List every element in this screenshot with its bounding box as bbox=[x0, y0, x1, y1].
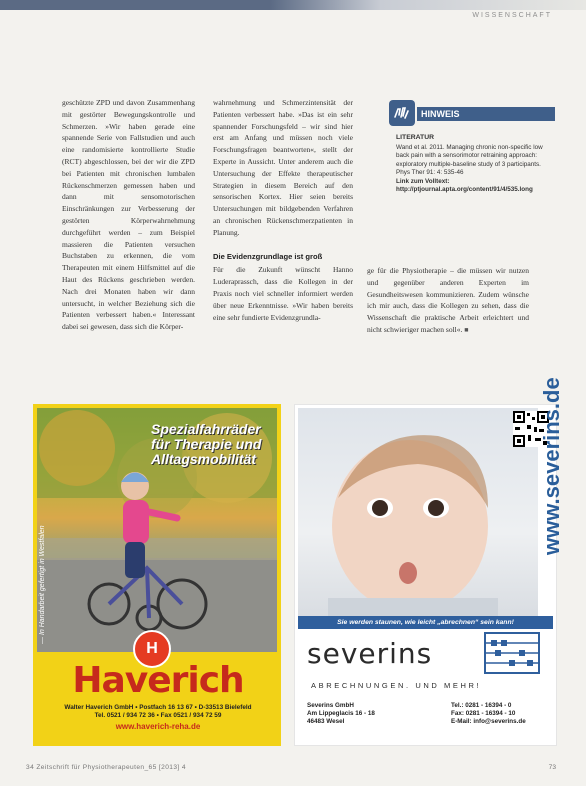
severins-vertical-url[interactable]: www.severins.de bbox=[539, 377, 564, 555]
fax-line: Fax: 0281 - 16394 - 10 bbox=[451, 710, 516, 717]
haverich-headline bbox=[151, 422, 275, 467]
phone-line: Tel.: 0281 - 16394 - 0 bbox=[451, 702, 512, 709]
end-mark: ■ bbox=[464, 325, 469, 334]
severins-advertisement[interactable] bbox=[294, 377, 564, 746]
article-paragraph: Für die Zukunft wünscht Hanno Luderaprassch, dass die Kollegen in der Praxis noch viel schneller informiert werden über neue Erkenntnisse. »Wir haben bereits eine sehr fundierte Evidenzgrundla- bbox=[213, 265, 353, 322]
page-number: 73 bbox=[548, 764, 556, 771]
article-subheading: Die Evidenzgrundlage ist groß bbox=[213, 251, 323, 261]
hinweis-title: HINWEIS bbox=[417, 107, 555, 121]
haverich-url[interactable]: www.haverich-reha.de bbox=[115, 722, 201, 731]
haverich-address bbox=[43, 704, 273, 720]
article-column-2 bbox=[213, 97, 353, 323]
address-line: Am Lippeglacis 16 - 18 bbox=[307, 710, 375, 717]
article-paragraph: geschützte ZPD und davon Zusammenhang mit gestörter Bewegungskontrolle und Schmerzen. »Wir haben gerade eine spannende Serie von Fallstudien und auch eine randomisierte kontrollierte Studie (RCT) abgeschlossen, bei der wir die ZPD bei Patienten mit chronischen lumbalen Rückenschmerzen gemessen haben und dann mit sensomotorischen Einschränkungen zur Verbesserung der gestörten Körperwahrnehmung durchgeführt werden – zum Beispiel massieren die Patienten versuchen Buchstaben zu erkennen, die vom Therapeuten mit einem Hilfsmittel auf die Haut des Rückens geschrieben werden. Nach drei Monaten haben wir dann untersucht, in welcher Beziehung sich die Patienten verbessert haben.« Interessant dabei sei gewesen, dass sich die Körper- bbox=[62, 98, 195, 332]
hands-icon bbox=[389, 100, 415, 126]
hinweis-box bbox=[389, 100, 559, 250]
literature-block bbox=[396, 134, 556, 195]
severins-slogan-banner: Sie werden staunen, wie leicht „abrechnen“ sein kann! bbox=[298, 616, 553, 629]
headline-line: Spezialfahrräder bbox=[151, 421, 261, 437]
address-line: Walter Haverich GmbH • Postfach 16 13 67 • D-33513 Bielefeld bbox=[64, 704, 252, 711]
literature-link[interactable]: Link zum Volltext: http://ptjournal.apta.org/content/91/4/535.long bbox=[396, 177, 533, 193]
headline-line: Alltagsmobilität bbox=[151, 451, 257, 467]
haverich-logo-area bbox=[37, 640, 277, 742]
footer-publication: 34 Zeitschrift für Physiotherapeuten_65 [2013] 4 bbox=[26, 764, 186, 771]
article-text: ge für die Physiotherapie – die müssen wir nutzen und gegenüber anderen Experten im Gesundheitswesen kommunizieren. Zudem wünsche ich mir auch, dass die Kollegen zu sehen, dass die Wissenschaft die praktische Arbeit erleichtert und nicht schwieriger machen soll«. bbox=[367, 266, 529, 334]
section-label: WISSENSCHAFT bbox=[472, 12, 552, 19]
severins-contact-info bbox=[451, 702, 526, 726]
haverich-vertical-tagline: — In Handarbeit gefertigt in Westfalen bbox=[39, 525, 46, 644]
severins-tagline: ABRECHNUNGEN. UND MEHR! bbox=[311, 681, 482, 690]
abacus-logo-icon bbox=[483, 631, 541, 675]
severins-address bbox=[307, 702, 375, 726]
address-line: 46483 Wesel bbox=[307, 718, 345, 725]
severins-logo-name: severins bbox=[307, 637, 433, 670]
headline-line: für Therapie und bbox=[151, 436, 262, 452]
literature-heading: LITERATUR bbox=[396, 134, 435, 141]
haverich-emblem-icon: H bbox=[133, 630, 171, 668]
haverich-advertisement[interactable] bbox=[33, 404, 281, 746]
article-column-1 bbox=[62, 97, 195, 333]
phone-line: Tel. 0521 / 934 72 36 • Fax 0521 / 934 72 59 bbox=[94, 712, 222, 719]
article-column-3 bbox=[367, 265, 529, 337]
article-paragraph: wahrnehmung und Schmerzintensität der Patienten verbessert habe. »Das ist ein sehr spannender Forschungsfeld – wir sind hier erst am Anfang und müssen noch viele Forschungsfragen beantworten«, stellt der Experte in Aussicht. Unter anderem auch die Untersuchung der Effekte therapeutischer Strategien in diesem Bereich auf den sensorischen Kortex. Hier seien bereits Untersuchungen mit bildgebenden Verfahren an chronischen Rückenschmerzpatienten in Planung. bbox=[213, 98, 353, 237]
email-line[interactable]: E-Mail: info@severins.de bbox=[451, 718, 526, 725]
haverich-logo-name: Haverich bbox=[72, 660, 244, 701]
top-color-bar-fade bbox=[270, 0, 586, 10]
article-paragraph bbox=[367, 265, 529, 337]
baby-photo bbox=[298, 408, 538, 616]
literature-reference: Wand et al. 2011. Managing chronic non-specific low back pain with a sensorimotor retraining approach: exploratory multiple-baseline study of 3 participants. Phys Ther 91: 4: 535-46 bbox=[396, 143, 543, 176]
address-line: Severins GmbH bbox=[307, 702, 354, 709]
